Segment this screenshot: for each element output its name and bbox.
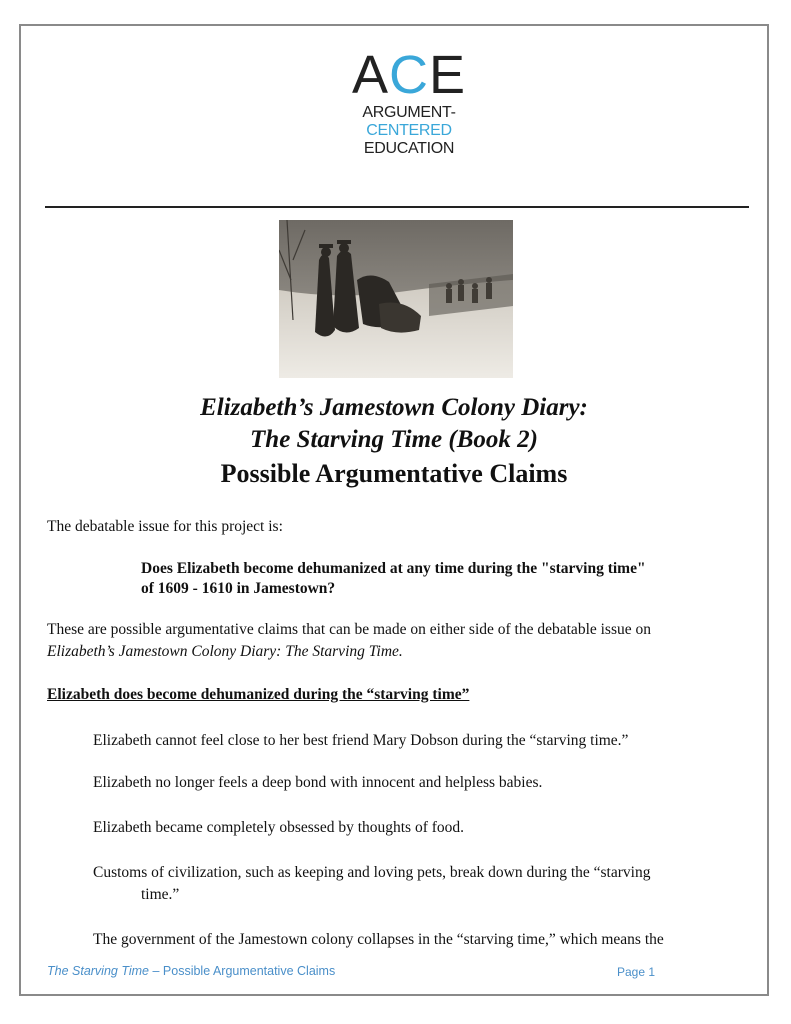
- ace-logo: [349, 46, 469, 158]
- logo-letter-e: E: [429, 45, 467, 105]
- claim-item: Elizabeth cannot feel close to her best friend Mary Dobson during the “starving time.”: [93, 732, 629, 749]
- claim-item: The government of the Jamestown colony collapses in the “starving time,” which means the: [93, 931, 664, 948]
- section-heading: Elizabeth does become dehumanized during the “starving time”: [47, 686, 470, 703]
- title-line-1: Elizabeth’s Jamestown Colony Diary:: [200, 394, 588, 421]
- claim-item: Elizabeth became completely obsessed by thoughts of food.: [93, 819, 465, 836]
- title-line-3: Possible Argumentative Claims: [220, 459, 568, 488]
- debatable-question-line-2: of 1609 - 1610 in Jamestown?: [141, 580, 336, 597]
- logo-letter-c: C: [389, 45, 429, 105]
- page-number: Page 1: [617, 965, 656, 979]
- claim-item: Elizabeth no longer feels a deep bond with innocent and helpless babies.: [93, 774, 543, 791]
- intro-text: The debatable issue for this project is:: [47, 518, 283, 535]
- logo-line-1: ARGUMENT-: [362, 104, 456, 121]
- illustration-colonists: [279, 220, 513, 378]
- footer-title: [47, 964, 335, 978]
- context-line-2: Elizabeth’s Jamestown Colony Diary: The Starving Time.: [47, 643, 403, 660]
- claim-item-continued: time.”: [141, 886, 180, 903]
- logo-line-3: EDUCATION: [363, 140, 455, 157]
- logo-mark: [349, 46, 469, 104]
- footer-title-rest: – Possible Argumentative Claims: [149, 964, 336, 978]
- page: [19, 24, 769, 996]
- header-rule: [45, 206, 749, 208]
- logo-line-2: CENTERED: [366, 122, 452, 139]
- footer-title-italic: The Starving Time: [47, 964, 150, 978]
- logo-letter-a: A: [351, 45, 389, 105]
- debatable-question-line-1: Does Elizabeth become dehumanized at any time during the "starving time": [141, 560, 646, 577]
- title-line-2: The Starving Time (Book 2): [250, 426, 538, 453]
- context-line-1: These are possible argumentative claims that can be made on either side of the debatable issue on: [47, 621, 652, 638]
- claim-item: Customs of civilization, such as keeping and loving pets, break down during the “starving: [93, 864, 651, 881]
